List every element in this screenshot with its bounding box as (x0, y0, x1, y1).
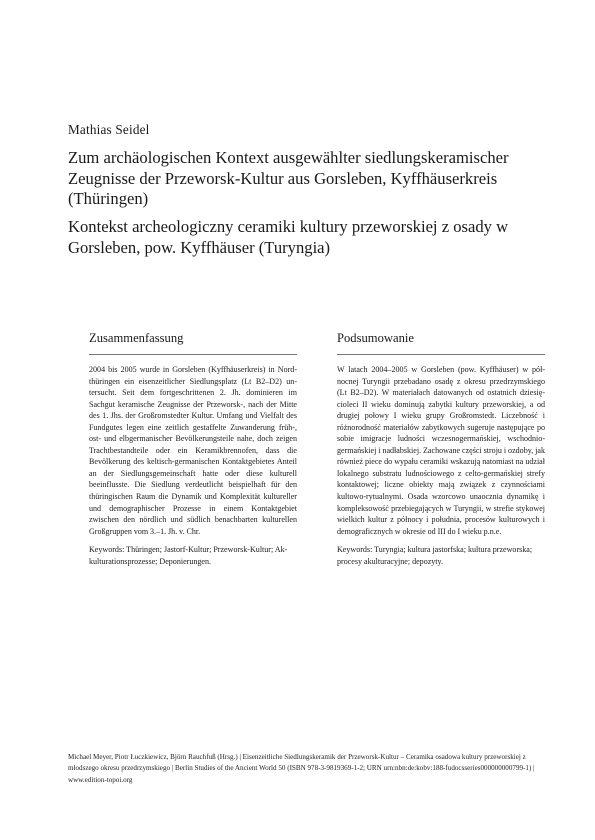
summary-german-text: 2004 bis 2005 wurde in Gorsleben (Kyffhäuserkreis) in Nordthüringen ein eisenzeitlicher Siedlungsplatz (Lt B2–D2) untersucht. Seit dem fortgeschrittenen 2. Jh. dominieren im Sachgut keramische Zeugnisse der Przeworsk-, nach der Mitte des 1. Jhs. der Großromstedter Kultur. Umfang und Vielfalt des Fundgutes legen eine zeitlich gestaffelte Zuwanderung früh-, ost- und elbgermanischer Bevölkerungsteile nahe, doch zeigen Trachtbestandteile oder ein Keramikbrennofen, dass die Bevölkerung des keltisch-germanischen Kontaktgebietes Anteil an der Siedlungsgemeinschaft hatte oder diese kulturell beeinflusste. Die Siedlung verdeutlicht beispielhaft für den thüringischen Raum die Dynamik und Komplexität kultureller und demographischer Prozesse in einem Kontaktgebiet zwischen den nördlich und südlich benachbarten kulturellen Großgruppen vom 3.–1. Jh. v. Chr. (89, 365, 297, 536)
keywords-german: Keywords: Thüringen; Jastorf-Kultur; Przeworsk-Kultur; Akkulturationsprozesse; Deponierungen. (89, 545, 288, 566)
author-name: Mathias Seidel (68, 122, 150, 137)
summary-polish-column (337, 330, 545, 567)
citation-footer: Michael Meyer, Piotr Łuczkiewicz, Björn Rauchfuß (Hrsg.) | Eisenzeitliche Siedlungskeramik der Przeworsk-Kultur – Ceramika osadowa kultury przeworskiej z młodszego okresu przedrzymskiego | Berlin Studies of the Ancient World 50 (ISBN 978-3-9819369-1-2; URN urn:nbn:de:kobv:188-fudocsseries000000000799-1) | www.edition-topoi.org (68, 753, 535, 784)
summary-german-heading: Zusammenfassung (89, 330, 297, 355)
title-german: Zum archäologischen Kontext ausgewählter siedlungskeramischer Zeugnisse der Przeworsk-Kultur aus Gorsleben, Kyffhäuserkreis (Thüringen) (68, 148, 509, 209)
summary-polish-heading: Podsumowanie (337, 330, 545, 355)
keywords-polish: Keywords: Turyngia; kultura jastorfska; kultura przeworska; procesy akulturacyjne; depozyty. (337, 545, 533, 566)
summary-polish-text: W latach 2004–2005 w Gorsleben (pow. Kyffhäuser) w północnej Turyngii przebadano osadę z okresu przedrzymskiego (Lt B2–D2). W materiałach datowanych od ostatnich dziesięcioleci II wieku dominują zabytki kultury przeworskiej, a od drugiej połowy I wieku grupy Großromstedt. Liczebność i różnorodność materiałów zabytkowych sugeruje następujące po sobie imigracje ludności wczesnogermańskiej, wschodniogermańskiej i nadłabskiej. Zachowane części stroju i ozdoby, jak również piece do wypału ceramiki wskazują natomiast na udział lokalnego substratu ludnościowego z celto-germańskiej strefy kontaktowej; liczne obiekty mają związek z czynnościami kultowo-rytualnymi. Osada wzorcowo unaocznia dynamikę i kompleksowość przebiegających w Turyngii, w strefie stykowej wielkich kultur z północy i południa, procesów kulturowych i demograficznych w okresie od III do I wieku p.n.e. (337, 365, 545, 536)
summary-german-column (89, 330, 297, 567)
title-polish: Kontekst archeologiczny ceramiki kultury przeworskiej z osady w Gorsleben, pow. Kyffhäuser (Turyngia) (68, 217, 509, 257)
